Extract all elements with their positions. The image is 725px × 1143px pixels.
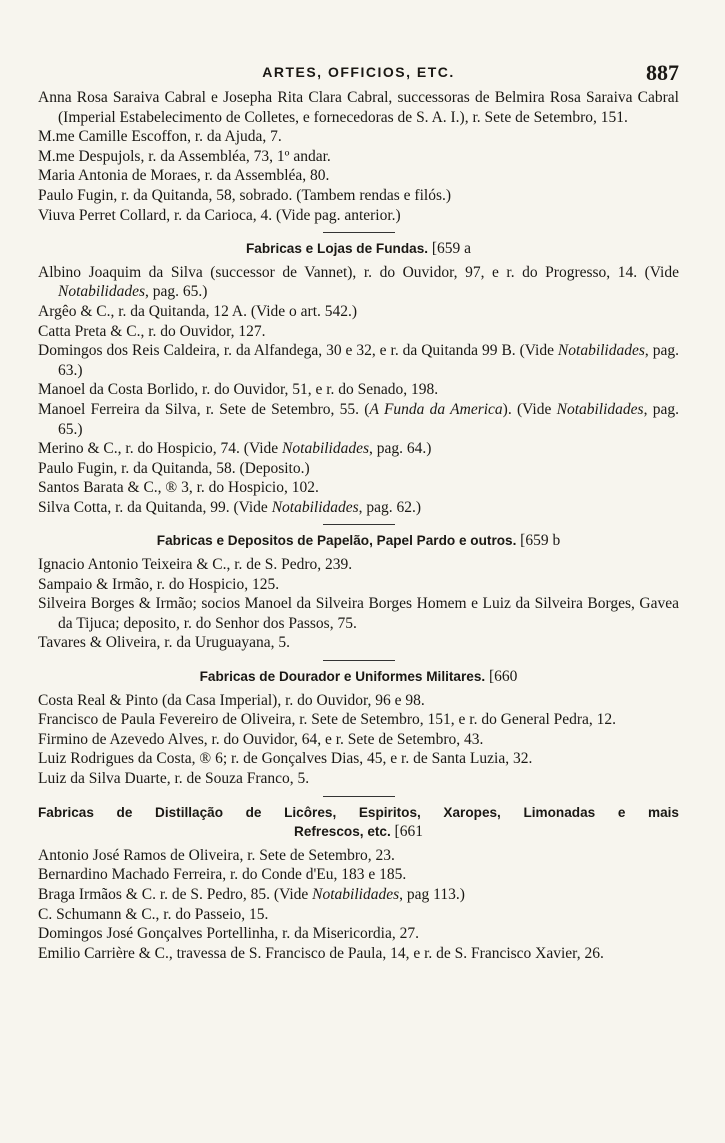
entry-text: Firmino de Azevedo Alves, r. do Ouvidor, 64, e r. Sete de Setembro, 43. (38, 730, 484, 748)
section-title: Fabricas de Distillação de Licôres, Espiritos, Xaropes, Limonadas e mais (38, 804, 679, 820)
directory-entry (38, 555, 679, 575)
entry-text: Silva Cotta, r. da Quitanda, 99. (Vide (38, 498, 272, 516)
entry-text: Catta Preta & C., r. do Ouvidor, 127. (38, 322, 266, 340)
entry-text: Sampaio & Irmão, r. do Hospicio, 125. (38, 575, 280, 593)
directory-entry (38, 944, 679, 964)
section-ref: [659 b (520, 532, 561, 550)
section-entries (38, 555, 679, 653)
directory-entry (38, 691, 679, 711)
directory-entry (38, 341, 679, 380)
entry-text: Argêo & C., r. da Quitanda, 12 A. (Vide o art. 542.) (38, 302, 358, 320)
entry-text: , pag. 65.) (58, 400, 679, 438)
section-ref: [661 (394, 823, 423, 841)
section-entries (38, 846, 679, 964)
running-title: ARTES, OFFICIOS, ETC. (262, 64, 455, 80)
directory-entry (38, 498, 679, 518)
directory-entry: Paulo Fugin, r. da Quitanda, 58, sobrado. (Tambem rendas e filós.) (38, 186, 452, 204)
entry-text: Manoel Ferreira da Silva, r. Sete de Setembro, 55. ( (38, 400, 370, 418)
entry-text: Antonio José Ramos de Oliveira, r. Sete de Setembro, 23. (38, 846, 395, 864)
directory-entry (38, 885, 679, 905)
directory-entry (38, 594, 679, 633)
section-ref: [659 a (431, 240, 471, 258)
directory-entry (38, 730, 679, 750)
directory-entry: Viuva Perret Collard, r. da Carioca, 4. (Vide pag. anterior.) (38, 206, 401, 224)
section-divider (323, 524, 395, 525)
directory-entry (38, 749, 679, 769)
section-heading (38, 803, 679, 842)
section-dourador (38, 660, 679, 789)
entry-text: Luiz da Silva Duarte, r. de Souza Franco, 5. (38, 770, 310, 787)
directory-entry (38, 400, 679, 439)
page-content (38, 88, 679, 963)
entry-text: Silveira Borges & Irmão; socios Manoel da Silveira Borges Homem e Luiz da Silveira Borges, Gavea da Tijuca; deposito, r. do Senhor dos Passos, 75. (38, 595, 679, 632)
entry-text: , pag. 65.) (144, 283, 208, 301)
entry-text: Manoel da Costa Borlido, r. do Ouvidor, 51, e r. do Senado, 198. (38, 381, 439, 399)
entry-text: , pag. 62.) (358, 498, 422, 516)
entry-text: Emilio Carrière & C., travessa de S. Francisco de Paula, 14, e r. de S. Francisco Xavier, 26. (38, 944, 604, 962)
directory-entry (38, 322, 679, 342)
entry-text: , pag. 64.) (369, 440, 432, 458)
section-ref: [660 (488, 668, 518, 686)
entry-text: Santos Barata & C., ® 3, r. do Hospicio, 102. (38, 479, 319, 497)
entry-text: Francisco de Paula Fevereiro de Oliveira, r. Sete de Setembro, 151, e r. do General Pedra, 12. (38, 711, 617, 729)
directory-entry (38, 459, 679, 479)
entry-text: Domingos José Gonçalves Portellinha, r. da Misericordia, 27. (38, 925, 419, 943)
entry-text: Paulo Fugin, r. da Quitanda, 58. (Deposito.) (38, 459, 310, 477)
directory-entry (38, 846, 679, 866)
directory-entry: M.me Camille Escoffon, r. da Ajuda, 7. (38, 128, 282, 146)
entry-text: Tavares & Oliveira, r. da Uruguayana, 5. (38, 634, 290, 652)
directory-entry (38, 263, 679, 302)
entry-italic-text: Notabilidades (58, 283, 145, 301)
directory-entry (38, 633, 679, 653)
entry-italic-text: Notabilidades (556, 400, 644, 418)
directory-entry (38, 478, 679, 498)
entry-text: Bernardino Machado Ferreira, r. do Conde d'Eu, 183 e 185. (38, 866, 407, 884)
section-divider (323, 660, 395, 661)
directory-entry (38, 924, 679, 944)
entry-italic-text: Notabilidades (557, 342, 645, 360)
directory-entry (38, 769, 679, 789)
section-title-line2: Refrescos, etc. (294, 824, 391, 840)
section-heading (38, 667, 679, 687)
directory-entry (38, 905, 679, 925)
directory-entry: M.me Despujols, r. da Assembléa, 73, 1º andar. (38, 147, 331, 165)
directory-entry (38, 865, 679, 885)
entry-italic-text: Notabilidades (271, 498, 359, 516)
section-heading (38, 531, 679, 551)
entry-text: Albino Joaquim da Silva (successor de Vannet), r. do Ouvidor, 97, e r. do Progresso, 14. (Vide (38, 263, 679, 281)
directory-entry (38, 575, 679, 595)
intro-entries (38, 88, 679, 225)
section-papelao (38, 524, 679, 653)
directory-entry: Maria Antonia de Moraes, r. da Assembléa, 80. (38, 167, 330, 185)
entry-italic-text: Notabilidades (312, 885, 400, 903)
entry-text: Merino & C., r. do Hospicio, 74. (Vide (38, 440, 283, 458)
section-entries (38, 263, 679, 518)
entry-text: Luiz Rodrigues da Costa, ® 6; r. de Gonçalves Dias, 45, e r. de Santa Luzia, 32. (38, 750, 533, 768)
directory-entry (38, 439, 679, 459)
section-divider (323, 232, 395, 233)
running-head (38, 60, 679, 84)
entry-text: Ignacio Antonio Teixeira & C., r. de S. Pedro, 239. (38, 556, 353, 574)
section-divider (323, 796, 395, 797)
section-distillacao (38, 796, 679, 964)
directory-entry (38, 380, 679, 400)
section-title: Fabricas e Depositos de Papelão, Papel Pardo e outros. (156, 533, 517, 549)
entry-text: , pag. 63.) (58, 342, 679, 379)
entry-italic-text: Notabilidades (282, 440, 370, 458)
section-title: Fabricas de Dourador e Uniformes Militares. (199, 669, 486, 685)
directory-entry: Anna Rosa Saraiva Cabral e Josepha Rita Clara Cabral, successoras de Belmira Rosa Saraiva Cabral (Imperial Estabelecimento de Colletes, e fornecedoras de S. A. I.), r. Sete de Setembro, 151. (38, 89, 679, 126)
directory-entry (38, 710, 679, 730)
page-number: 887 (646, 60, 679, 85)
section-heading (38, 239, 679, 259)
section-fundas (38, 232, 679, 517)
entry-text: Domingos dos Reis Caldeira, r. da Alfandega, 30 e 32, e r. da Quitanda 99 B. (Vide (38, 342, 558, 360)
entry-text: C. Schumann & C., r. do Passeio, 15. (38, 905, 269, 923)
entry-text: Braga Irmãos & C. r. de S. Pedro, 85. (Vide (38, 885, 313, 903)
entry-text: Costa Real & Pinto (da Casa Imperial), r. do Ouvidor, 96 e 98. (38, 691, 425, 709)
section-title: Fabricas e Lojas de Fundas. (245, 241, 429, 257)
directory-entry (38, 302, 679, 322)
section-entries (38, 691, 679, 789)
entry-text: , pag 113.) (399, 885, 465, 903)
section-title-continued (38, 822, 679, 842)
entry-italic-text: A Funda da America (369, 400, 503, 418)
entry-text: ). (Vide (502, 400, 557, 418)
